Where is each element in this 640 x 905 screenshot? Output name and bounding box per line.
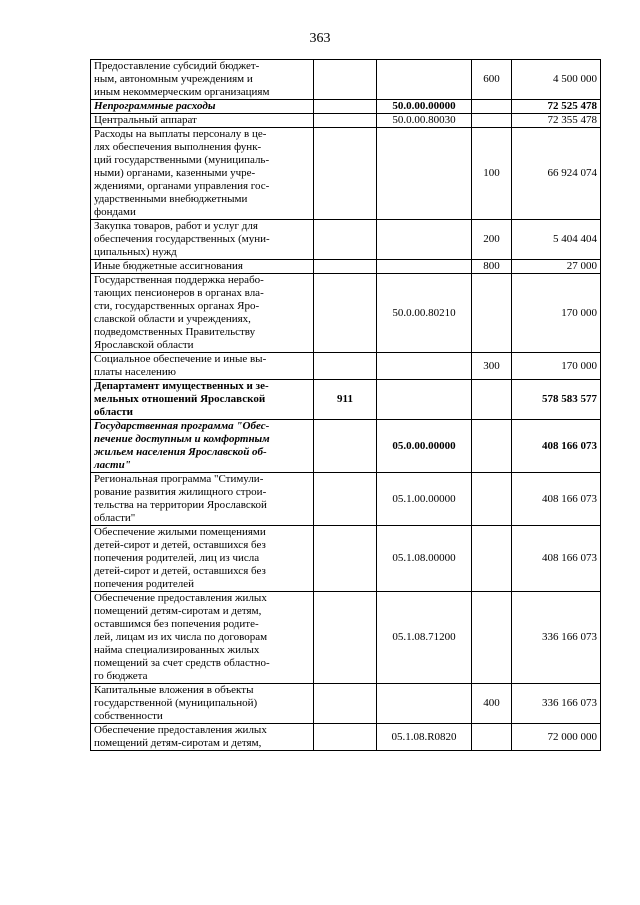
row-expense-type: 300 — [472, 353, 512, 380]
table-row — [91, 473, 601, 526]
table-row — [91, 420, 601, 473]
row-amount: 170 000 — [512, 274, 601, 353]
row-amount: 27 000 — [512, 260, 601, 274]
row-name: Капитальные вложения в объекты государственной (муниципальной) собственности — [91, 684, 314, 724]
row-expense-type: 200 — [472, 220, 512, 260]
row-expense-type — [472, 420, 512, 473]
table-row — [91, 724, 601, 751]
row-name: Предоставление субсидий бюджет- ным, автономным учреждениям и иным некоммерческим организациям — [91, 60, 314, 100]
row-amount: 336 166 073 — [512, 592, 601, 684]
row-expense-type: 400 — [472, 684, 512, 724]
table-row — [91, 684, 601, 724]
table-row — [91, 260, 601, 274]
row-department-code — [314, 473, 377, 526]
row-target-code — [377, 684, 472, 724]
row-target-code — [377, 260, 472, 274]
row-amount: 408 166 073 — [512, 420, 601, 473]
row-department-code — [314, 420, 377, 473]
row-department-code — [314, 100, 377, 114]
table-row — [91, 128, 601, 220]
row-target-code: 05.1.08.R0820 — [377, 724, 472, 751]
row-amount: 72 000 000 — [512, 724, 601, 751]
row-name: Расходы на выплаты персоналу в це- лях обеспечения выполнения функ- ций государственными (муниципаль- ными) органами, казенными учре- ждениями, органами управления гос- ударственными внебюджетными фондами — [91, 128, 314, 220]
row-name: Социальное обеспечение и иные вы- платы населению — [91, 353, 314, 380]
table-row — [91, 526, 601, 592]
row-target-code: 05.1.08.71200 — [377, 592, 472, 684]
row-name: Центральный аппарат — [91, 114, 314, 128]
row-name: Непрограммные расходы — [91, 100, 314, 114]
row-expense-type — [472, 274, 512, 353]
row-amount: 408 166 073 — [512, 473, 601, 526]
row-name: Департамент имущественных и зе- мельных отношений Ярославской области — [91, 380, 314, 420]
row-name: Государственная программа "Обес- печение доступным и комфортным жильем населения Ярославской об- ласти" — [91, 420, 314, 473]
row-department-code — [314, 526, 377, 592]
row-name: Государственная поддержка нерабо- тающих пенсионеров в органах вла- сти, государственных органах Яро- славской области и учреждениях, подведомственных Правительству Ярославской области — [91, 274, 314, 353]
row-name: Региональная программа "Стимули- рование развития жилищного строи- тельства на территории Ярославской области" — [91, 473, 314, 526]
table-row — [91, 353, 601, 380]
row-target-code: 05.1.00.00000 — [377, 473, 472, 526]
row-expense-type — [472, 100, 512, 114]
row-expense-type — [472, 526, 512, 592]
row-department-code: 911 — [314, 380, 377, 420]
row-amount: 66 924 074 — [512, 128, 601, 220]
row-department-code — [314, 128, 377, 220]
table-row — [91, 380, 601, 420]
row-department-code — [314, 684, 377, 724]
row-amount: 72 355 478 — [512, 114, 601, 128]
row-department-code — [314, 220, 377, 260]
row-name: Обеспечение жилыми помещениями детей-сирот и детей, оставшихся без попечения родителей, лиц из числа детей-сирот и детей, оставшихся без попечения родителей — [91, 526, 314, 592]
row-name: Иные бюджетные ассигнования — [91, 260, 314, 274]
row-amount: 578 583 577 — [512, 380, 601, 420]
table-row — [91, 114, 601, 128]
row-department-code — [314, 353, 377, 380]
row-amount: 5 404 404 — [512, 220, 601, 260]
page-number: 363 — [309, 31, 331, 46]
row-department-code — [314, 724, 377, 751]
table-row — [91, 220, 601, 260]
row-expense-type — [472, 592, 512, 684]
row-expense-type: 600 — [472, 60, 512, 100]
row-amount: 4 500 000 — [512, 60, 601, 100]
row-name: Обеспечение предоставления жилых помещений детям-сиротам и детям, оставшимся без попечения родите- лей, лицам из их числа по договорам найма специализированных жилых помещений за счет средств областно- го бюджета — [91, 592, 314, 684]
table-row — [91, 274, 601, 353]
row-amount: 72 525 478 — [512, 100, 601, 114]
row-target-code — [377, 220, 472, 260]
row-expense-type: 100 — [472, 128, 512, 220]
table-row — [91, 60, 601, 100]
row-amount: 336 166 073 — [512, 684, 601, 724]
table-row — [91, 100, 601, 114]
row-target-code: 50.0.00.00000 — [377, 100, 472, 114]
row-amount: 408 166 073 — [512, 526, 601, 592]
row-target-code — [377, 380, 472, 420]
row-target-code: 50.0.00.80210 — [377, 274, 472, 353]
table-row — [91, 592, 601, 684]
row-expense-type: 800 — [472, 260, 512, 274]
row-department-code — [314, 260, 377, 274]
row-target-code — [377, 128, 472, 220]
row-department-code — [314, 592, 377, 684]
row-department-code — [314, 274, 377, 353]
row-expense-type — [472, 114, 512, 128]
row-target-code — [377, 353, 472, 380]
budget-table — [90, 59, 601, 751]
row-name: Закупка товаров, работ и услуг для обеспечения государственных (муни- ципальных) нужд — [91, 220, 314, 260]
row-name: Обеспечение предоставления жилых помещений детям-сиротам и детям, — [91, 724, 314, 751]
row-department-code — [314, 114, 377, 128]
row-department-code — [314, 60, 377, 100]
row-target-code — [377, 60, 472, 100]
row-target-code: 50.0.00.80030 — [377, 114, 472, 128]
row-expense-type — [472, 473, 512, 526]
row-amount: 170 000 — [512, 353, 601, 380]
row-expense-type — [472, 724, 512, 751]
row-expense-type — [472, 380, 512, 420]
row-target-code: 05.1.08.00000 — [377, 526, 472, 592]
row-target-code: 05.0.00.00000 — [377, 420, 472, 473]
